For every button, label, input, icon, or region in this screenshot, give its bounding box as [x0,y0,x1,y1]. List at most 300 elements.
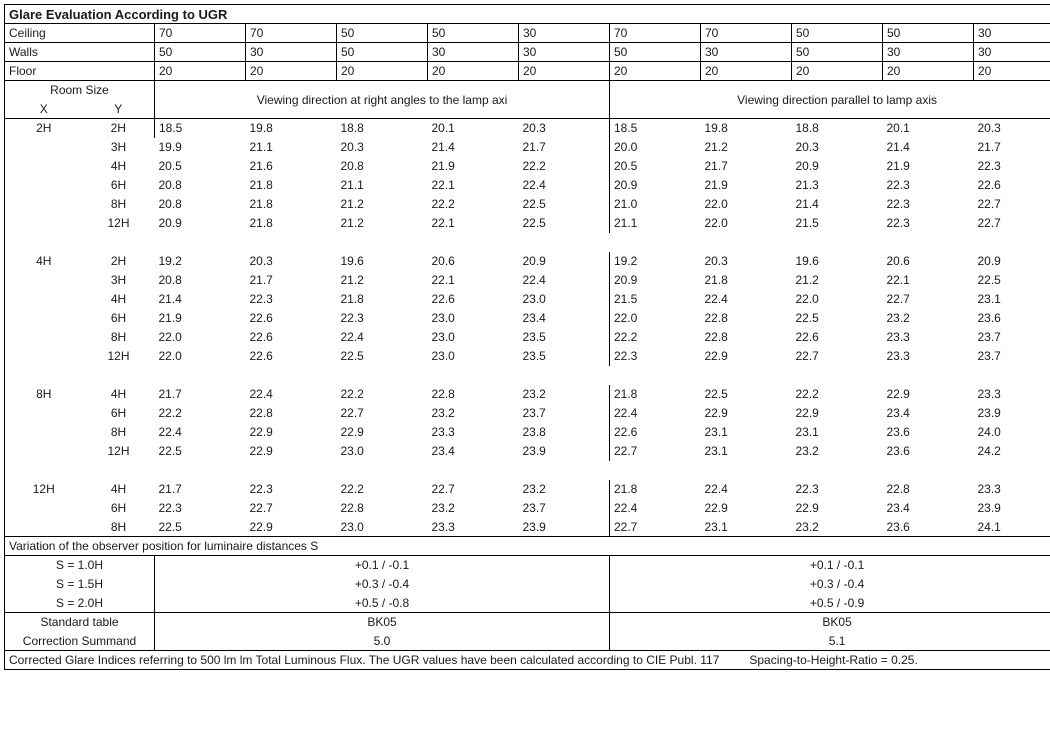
ugr-value: 21.7 [522,140,546,154]
ugr-value: 23.2 [795,444,819,458]
variation-label: S = 1.5H [5,575,155,594]
reflectance-ceiling-3: 50 [337,24,428,43]
ugr-value: 22.0 [795,292,819,306]
ugr-value: 22.6 [249,330,273,344]
ugr-value: 22.7 [795,349,819,363]
data-row [5,214,1050,233]
data-row [5,271,1050,290]
reflectance-ceiling-8: 50 [792,24,883,43]
variation-label: S = 2.0H [5,594,155,613]
row-x-label: 2H [5,119,83,138]
ugr-value: 22.4 [610,499,701,518]
row-y-label: 4H [110,387,127,401]
viewing-direction-parallel-header: Viewing direction parallel to lamp axis [610,81,1050,119]
reflectance-floor-8: 20 [792,62,883,81]
ugr-value: 22.3 [158,501,182,515]
reflectance-walls-6: 50 [610,43,701,62]
variation-right-value: +0.1 / -0.1 [610,556,1050,575]
variation-row [5,594,1050,613]
reflectance-ceiling-2: 70 [246,24,337,43]
ugr-value: 20.3 [522,121,546,136]
ugr-value: 22.4 [158,425,182,439]
ugr-value: 22.5 [155,518,246,537]
row-y-label: 8H [83,518,155,537]
ugr-value: 21.8 [249,197,273,211]
ugr-value: 22.6 [431,292,455,306]
row-x-label [5,518,83,537]
data-row [5,347,1050,366]
ugr-value: 20.8 [158,197,182,211]
ugr-value: 23.3 [431,425,455,439]
ugr-value: 19.6 [340,254,364,268]
ugr-value: 23.5 [522,330,546,344]
reflectance-floor-2: 20 [246,62,337,81]
ugr-value: 22.9 [704,349,728,363]
ugr-value: 21.8 [249,178,273,192]
ugr-value: 21.2 [340,216,364,230]
data-row [5,119,1050,138]
ugr-value: 22.3 [886,197,910,211]
ugr-value: 23.1 [704,444,728,458]
room-size-title: Room Size [5,81,155,100]
ugr-value: 21.9 [158,311,182,325]
ugr-value: 22.0 [158,349,182,363]
data-row [5,138,1050,157]
row-y-label: 12H [107,349,130,363]
row-y-label: 12H [107,216,130,230]
ugr-value: 21.2 [340,273,364,287]
ugr-value: 23.1 [704,425,728,439]
ugr-value: 23.1 [795,425,819,439]
ugr-value: 21.1 [249,140,273,154]
row-x-label [5,499,83,518]
ugr-value: 20.9 [158,216,182,230]
ugr-value: 20.3 [704,254,728,268]
ugr-value: 22.3 [610,347,701,366]
row-y-label: 8H [110,197,127,211]
ugr-value: 22.8 [886,482,910,496]
ugr-value: 23.2 [886,311,910,325]
row-x-label [5,328,83,347]
ugr-value: 22.2 [522,159,546,173]
standard-table-label: Standard table [5,613,155,632]
footer-text: Corrected Glare Indices referring to 500 lm lm Total Luminous Flux. The UGR values have been calculated according to CIE Publ. 117 [9,653,720,667]
ugr-value: 22.3 [249,292,273,306]
ugr-value: 20.9 [610,176,701,195]
variation-row [5,556,1050,575]
ugr-value: 21.0 [610,195,701,214]
ugr-value: 21.5 [610,290,701,309]
ugr-value: 20.8 [158,273,182,287]
ugr-value: 23.0 [431,349,455,363]
data-row [5,404,1050,423]
row-y-label: 6H [110,501,127,515]
ugr-value: 22.4 [249,387,273,401]
ugr-value: 22.9 [704,406,728,420]
ugr-value: 21.8 [340,292,364,306]
reflectance-row-ceiling [5,24,1050,43]
ugr-value: 22.3 [795,482,819,496]
ugr-value: 22.5 [522,197,546,211]
ugr-value: 21.4 [795,197,819,211]
ugr-value: 21.7 [704,159,728,173]
ugr-value: 22.3 [249,482,273,496]
reflectance-floor-7: 20 [701,62,792,81]
ugr-value: 22.2 [610,328,701,347]
ugr-value: 20.5 [610,157,701,176]
reflectance-floor-1: 20 [155,62,246,81]
reflectance-walls-2: 30 [246,43,337,62]
variation-left-value: +0.3 / -0.4 [155,575,610,594]
ugr-value: 23.8 [522,425,546,439]
ugr-value: 23.7 [522,406,546,420]
ugr-value: 22.4 [522,273,546,287]
row-y-label: 4H [110,159,127,173]
row-x-label [5,176,83,195]
reflectance-floor-10: 20 [974,62,1050,81]
ugr-value: 23.4 [886,501,910,515]
ugr-value: 22.8 [340,501,364,515]
group-separator [5,233,1050,252]
variation-header: Variation of the observer position for luminaire distances S [5,537,1050,556]
standard-table-left: BK05 [155,613,610,632]
reflectance-ceiling-5: 30 [519,24,610,43]
ugr-value: 22.5 [522,216,546,230]
ugr-value: 21.8 [610,480,701,499]
ugr-value: 21.2 [340,197,364,211]
ugr-value: 20.8 [340,159,364,173]
ugr-value: 20.3 [249,254,273,268]
ugr-value: 20.9 [610,271,701,290]
ugr-value: 22.7 [340,406,364,420]
ugr-value: 20.1 [886,121,910,136]
ugr-value: 23.4 [886,406,910,420]
ugr-value: 23.3 [886,330,910,344]
ugr-value: 22.4 [704,292,728,306]
ugr-value: 21.9 [704,178,728,192]
viewing-direction-right-angles-header: Viewing direction at right angles to the lamp axi [155,81,610,119]
ugr-value: 22.3 [977,159,1001,173]
ugr-value: 21.8 [610,385,701,404]
ugr-value: 20.3 [977,121,1001,136]
ugr-value: 22.2 [431,197,455,211]
ugr-value: 21.7 [158,387,182,401]
group-separator [5,366,1050,385]
row-x-label [5,404,83,423]
ugr-value: 19.9 [158,140,182,154]
row-y-label: 6H [110,178,127,192]
ugr-value: 22.9 [246,518,337,537]
ugr-value: 22.0 [610,309,701,328]
ugr-value: 23.2 [522,482,546,496]
ugr-value: 21.4 [886,140,910,154]
ugr-value: 23.2 [792,518,883,537]
ugr-value: 22.9 [249,425,273,439]
data-row [5,499,1050,518]
ugr-value: 21.7 [249,273,273,287]
ugr-value: 22.5 [158,444,182,458]
correction-summand-right: 5.1 [610,632,1050,651]
ugr-value: 23.0 [340,444,364,458]
ugr-value: 23.2 [431,406,455,420]
variation-right-value: +0.3 / -0.4 [610,575,1050,594]
data-row [5,480,1050,499]
ugr-value: 19.6 [795,254,819,268]
ugr-value: 22.9 [704,501,728,515]
ugr-value: 20.0 [610,138,701,157]
ugr-value: 22.1 [431,178,455,192]
ugr-value: 23.7 [977,349,1001,363]
ugr-value: 23.3 [977,482,1001,496]
ugr-value: 20.9 [795,159,819,173]
ugr-value: 22.2 [340,387,364,401]
row-y-label: 8H [110,330,127,344]
ugr-value: 22.2 [158,406,182,420]
page-title: Glare Evaluation According to UGR [5,5,1050,24]
ugr-value: 22.1 [886,273,910,287]
ugr-value: 22.7 [249,501,273,515]
row-y-label: 4H [110,292,127,306]
footer-row [5,651,1050,670]
row-y-label: 3H [110,273,127,287]
row-x-label [5,309,83,328]
ugr-value: 19.8 [704,121,728,136]
ugr-value: 22.9 [340,425,364,439]
axis-x-header: X [5,100,83,119]
reflectance-label-ceiling: Ceiling [5,24,155,43]
row-x-label [5,157,83,176]
ugr-value: 23.2 [431,501,455,515]
reflectance-floor-6: 20 [610,62,701,81]
reflectance-floor-3: 20 [337,62,428,81]
reflectance-row-floor [5,62,1050,81]
row-y-label: 4H [110,482,127,496]
reflectance-floor-9: 20 [883,62,974,81]
row-x-label [5,214,83,233]
ugr-value: 22.7 [977,216,1001,230]
reflectance-ceiling-9: 50 [883,24,974,43]
ugr-value: 22.3 [886,216,910,230]
standard-table-right: BK05 [610,613,1050,632]
ugr-value: 21.3 [795,178,819,192]
footer-ratio: Spacing-to-Height-Ratio = 0.25. [749,653,918,667]
row-x-label [5,347,83,366]
row-y-label: 6H [110,406,127,420]
correction-summand-label: Correction Summand [5,632,155,651]
ugr-value: 21.6 [249,159,273,173]
ugr-value: 22.0 [704,216,728,230]
data-row [5,328,1050,347]
ugr-value: 24.2 [977,444,1001,458]
row-y-label: 6H [110,311,127,325]
row-x-label [5,442,83,461]
ugr-value: 21.9 [886,159,910,173]
row-x-label [5,271,83,290]
ugr-value: 20.8 [158,178,182,192]
ugr-value: 22.2 [795,387,819,401]
reflectance-ceiling-7: 70 [701,24,792,43]
data-row [5,176,1050,195]
ugr-value: 20.5 [158,159,182,173]
reflectance-label-walls: Walls [5,43,155,62]
ugr-value: 22.9 [795,501,819,515]
reflectance-walls-1: 50 [155,43,246,62]
ugr-value: 23.7 [522,501,546,515]
row-x-label [5,423,83,442]
ugr-value: 23.3 [428,518,519,537]
variation-left-value: +0.5 / -0.8 [155,594,610,613]
ugr-value: 22.6 [249,349,273,363]
ugr-value: 22.5 [704,387,728,401]
ugr-value: 23.0 [431,330,455,344]
ugr-value: 23.9 [977,501,1001,515]
ugr-value: 23.7 [977,330,1001,344]
ugr-value: 23.4 [522,311,546,325]
ugr-value: 24.1 [974,518,1050,537]
ugr-value: 22.6 [610,423,701,442]
ugr-value: 21.2 [795,273,819,287]
ugr-value: 21.7 [977,140,1001,154]
variation-right-value: +0.5 / -0.9 [610,594,1050,613]
ugr-table [4,4,1050,670]
reflectance-walls-5: 30 [519,43,610,62]
ugr-value: 22.0 [704,197,728,211]
ugr-value: 23.0 [431,311,455,325]
reflectance-ceiling-6: 70 [610,24,701,43]
ugr-value: 22.3 [886,178,910,192]
ugr-value: 20.9 [977,254,1001,268]
ugr-value: 22.7 [610,442,701,461]
ugr-value: 22.5 [795,311,819,325]
ugr-value: 22.4 [704,482,728,496]
reflectance-walls-7: 30 [701,43,792,62]
ugr-value: 22.4 [522,178,546,192]
ugr-value: 23.6 [883,518,974,537]
room-size-header-row [5,81,1050,100]
row-y-label: 3H [110,140,127,154]
reflectance-row-walls [5,43,1050,62]
ugr-value: 22.7 [610,518,701,537]
ugr-value: 21.7 [158,482,182,496]
ugr-value: 23.2 [522,387,546,401]
row-x-label: 4H [36,254,52,268]
reflectance-walls-8: 50 [792,43,883,62]
axis-y-header: Y [83,100,155,119]
ugr-value: 19.2 [610,252,701,271]
data-row [5,252,1050,271]
ugr-value: 23.6 [977,311,1001,325]
ugr-value: 22.9 [249,444,273,458]
ugr-value: 20.9 [522,254,546,268]
ugr-value: 20.3 [340,140,364,154]
data-row [5,385,1050,404]
ugr-value: 22.6 [977,178,1001,192]
ugr-value: 22.8 [249,406,273,420]
ugr-value: 21.1 [340,178,364,192]
reflectance-floor-4: 20 [428,62,519,81]
data-row [5,157,1050,176]
ugr-value: 23.1 [977,292,1001,306]
ugr-value: 21.4 [431,140,455,154]
ugr-value: 23.4 [431,444,455,458]
correction-summand-row [5,632,1050,651]
ugr-value: 21.8 [249,216,273,230]
row-x-label [5,290,83,309]
ugr-value: 22.4 [610,404,701,423]
ugr-value: 23.9 [522,444,546,458]
ugr-value: 23.3 [977,387,1001,401]
data-row [5,290,1050,309]
ugr-value: 20.1 [431,121,455,136]
reflectance-walls-10: 30 [974,43,1050,62]
ugr-value: 22.8 [704,330,728,344]
ugr-value: 20.3 [795,140,819,154]
data-row [5,518,1050,537]
ugr-value: 22.3 [340,311,364,325]
variation-left-value: +0.1 / -0.1 [155,556,610,575]
ugr-value: 21.9 [431,159,455,173]
ugr-value: 22.8 [704,311,728,325]
ugr-value: 23.0 [337,518,428,537]
variation-header-row [5,537,1050,556]
reflectance-walls-4: 30 [428,43,519,62]
ugr-value: 18.5 [159,121,183,136]
footer-note [5,651,1050,670]
ugr-value: 21.8 [704,273,728,287]
group-separator [5,461,1050,480]
variation-label: S = 1.0H [5,556,155,575]
row-x-label [5,138,83,157]
row-y-label: 12H [107,444,130,458]
row-x-label: 12H [32,482,55,496]
ugr-value: 22.8 [431,387,455,401]
variation-row [5,575,1050,594]
ugr-value: 18.8 [795,121,819,136]
ugr-value: 22.7 [977,197,1001,211]
ugr-value: 24.0 [977,425,1001,439]
row-y-label: 8H [110,425,127,439]
ugr-value: 23.9 [977,406,1001,420]
ugr-value: 22.7 [886,292,910,306]
reflectance-floor-5: 20 [519,62,610,81]
row-y-label: 2H [83,119,155,138]
ugr-value: 22.1 [431,273,455,287]
ugr-value: 22.6 [795,330,819,344]
row-y-label: 2H [110,254,127,268]
ugr-value: 23.5 [522,349,546,363]
data-row [5,309,1050,328]
row-x-label: 8H [36,387,52,401]
ugr-value: 22.6 [249,311,273,325]
ugr-value: 19.8 [249,121,273,136]
row-x-label [5,195,83,214]
reflectance-label-floor: Floor [5,62,155,81]
ugr-value: 19.2 [158,254,182,268]
reflectance-walls-9: 30 [883,43,974,62]
ugr-value: 21.4 [158,292,182,306]
ugr-value: 22.4 [340,330,364,344]
ugr-value: 20.6 [431,254,455,268]
ugr-value: 23.9 [519,518,610,537]
ugr-value: 22.9 [886,387,910,401]
ugr-value: 23.0 [522,292,546,306]
ugr-value: 23.3 [886,349,910,363]
ugr-value: 22.7 [431,482,455,496]
ugr-value: 20.6 [886,254,910,268]
ugr-value: 18.5 [610,119,701,138]
ugr-value: 23.6 [886,425,910,439]
ugr-value: 22.5 [340,349,364,363]
